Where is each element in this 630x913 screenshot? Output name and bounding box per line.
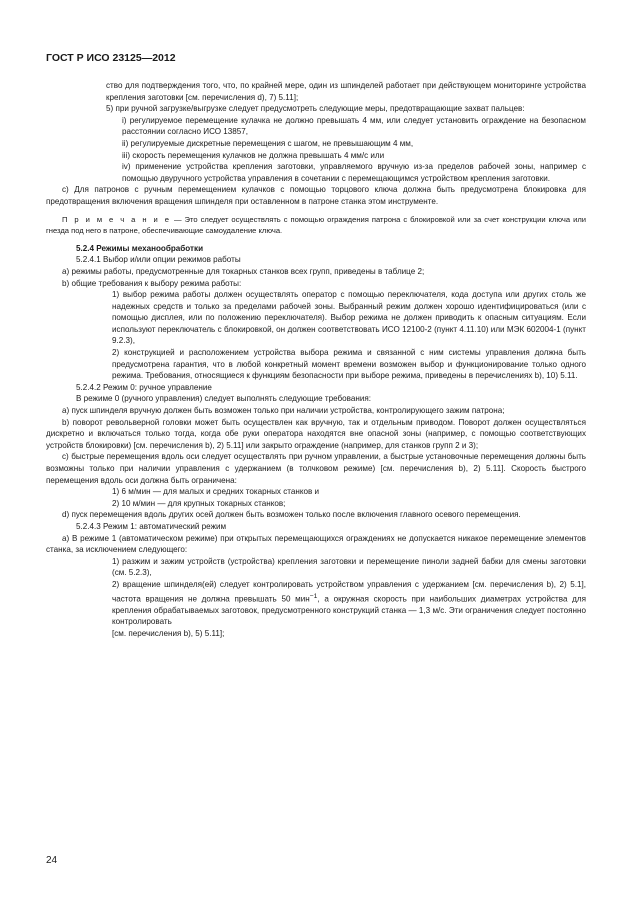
item-2-text-end: , а окружная скорость при наибольших диаметрах устройства для крепления обрабатываемых заготовок, предусмотренного конструкций станка — 1,3 м/с. Эти ограничения следует постоянно контролировать xyxy=(112,594,586,627)
document-header: ГОСТ Р ИСО 23125—2012 xyxy=(46,52,176,64)
item-2-text-start: 2) вращение шпинделя(ей) следует контролировать устройством управления с удержанием [см. перечисления b), 2) 5.1], частота вращения не должна превышать 50 мин xyxy=(112,579,586,604)
list-item-1: 1) 6 м/мин — для малых и средних токарных станков и xyxy=(112,487,320,497)
list-item-5: 5) при ручной загрузке/выгрузке следует предусмотреть следующие меры, предотвращающие захват пальцев: xyxy=(106,104,525,114)
list-item-b: b) общие требования к выбору режима работы: xyxy=(62,278,242,288)
section-heading-5-2-4: 5.2.4 Режимы механообработки xyxy=(76,243,204,253)
subsection-heading-5-2-4-3: 5.2.4.3 Режим 1: автоматический режим xyxy=(76,521,227,531)
list-item-iv: iv) применение устройства крепления заготовки, управляемого вручную из-за пределов рабочей зоны, например с помощью двуручного устройства управления в сочетании с перемещающимся устройством крепления заготовки. xyxy=(122,162,586,183)
paragraph-continuation: ство для подтверждения того, что, по крайней мере, один из шпинделей работает при действующем мониторинге устройства крепления заготовки [см. перечисления d), 7) 5.11]; xyxy=(106,81,586,102)
note-text: — Это следует осуществлять с помощью ограждения патрона с блокировкой или за счет конструкции ключа или гнезда под него в патроне, обеспечивающие самоудаление ключа. xyxy=(46,214,586,236)
document-body xyxy=(46,80,586,640)
list-item-a: a) режимы работы, предусмотренные для токарных станков всех групп, приведены в таблице 2; xyxy=(62,266,425,276)
list-item-a: a) пуск шпинделя вручную должен быть возможен только при наличии устройства, контролирующего зажим патрона; xyxy=(62,406,505,416)
list-item-1: 1) разжим и зажим устройств (устройства) крепления заготовки и перемещение пиноли задней бабки для смены заготовки (см. 5.2.3), xyxy=(112,556,586,578)
note xyxy=(46,214,586,237)
subsection-heading-5-2-4-1: 5.2.4.1 Выбор и/или опции режимов работы xyxy=(76,255,241,265)
list-item-2: 2) конструкцией и расположением устройства выбора режима и связанной с ним системы управления должна быть предусмотрена гарантия, что в любой конкретный момент времени возможен выбор и функционирование только одного режима. Требования, относящиеся к функциям безопасности при выборе режима, приведены в перечислениях b), 10) 5.11. xyxy=(112,348,586,381)
note-label: П р и м е ч а н и е xyxy=(62,214,171,224)
list-item-ii: ii) регулируемые дискретные перемещения с шагом, не превышающим 4 мм, xyxy=(122,138,414,148)
subsection-heading-5-2-4-2: 5.2.4.2 Режим 0: ручное управление xyxy=(76,382,212,392)
paragraph-c: c) Для патронов с ручным перемещением кулачков с помощью торцового ключа должна быть предусмотрена блокировка для предотвращения включения вращения шпинделя при оставленном в патроне станка этом инструменте. xyxy=(46,185,586,206)
list-item-b: b) поворот револьверной головки может быть осуществлен как вручную, так и отдельным приводом. Поворот должен осуществляться дискретно и включаться только тогда, когда обе руки оператора находятся вне опасной зоны (например, с помощью соответствующих устройств блокировки) [см. перечисления b), 2) 5.11] или закрыто ограждение (например, для станков групп 2 и 3); xyxy=(46,417,586,450)
list-item-i: i) регулируемое перемещение кулачка не должно превышать 4 мм, или следует установить ограждение на безопасном расстоянии согласно ИСО 13857, xyxy=(122,115,586,137)
page-number: 24 xyxy=(46,855,58,866)
list-item-1: 1) выбор режима работы должен осуществлять оператор с помощью переключателя, кода доступа или других столь же надежных средств и только за пределами рабочей зоны. Выбранный режим должен хорошо идентифицироваться (или с помощью дисплея, или по положению переключателя). Выбор режима не должен приводить к опасным ситуациям. Если используют переключатель с блокировкой, он должен соответствовать ИСО 12100-2 (пункт 4.11.10) или МЭК 602004-1 (пункт 9.2.3), xyxy=(112,290,586,346)
list-item-2: 2) 10 м/мин — для крупных токарных станков; xyxy=(112,498,286,508)
list-item-a: a) В режиме 1 (автоматическом режиме) при открытых перемещающихся ограждениях не допускается никакое перемещение элементов станка, за исключением следующего: xyxy=(46,533,586,555)
unit-superscript: −1 xyxy=(309,592,318,600)
list-item-iii: iii) скорость перемещения кулачков не должна превышать 4 мм/с или xyxy=(122,150,385,160)
paragraph-mode-0-intro: В режиме 0 (ручного управления) следует выполнять следующие требования: xyxy=(76,394,371,404)
list-item-d: d) пуск перемещения вдоль других осей должен быть возможен только после включения главного осевого перемещения. xyxy=(62,510,521,520)
list-item-2-end: [см. перечисления b), 5) 5.11]; xyxy=(112,629,225,638)
list-item-2 xyxy=(46,579,586,628)
list-item-c: c) быстрые перемещения вдоль оси следует осуществлять при ручном управлении, а быстрые установочные перемещения должны быть возможны только при наличии управления с удержанием (в толчковом режиме) [см. перечисления b), 2) 5.11]. Скорость быстрого перемещения вдоль оси должна быть ограничена: xyxy=(46,452,586,485)
